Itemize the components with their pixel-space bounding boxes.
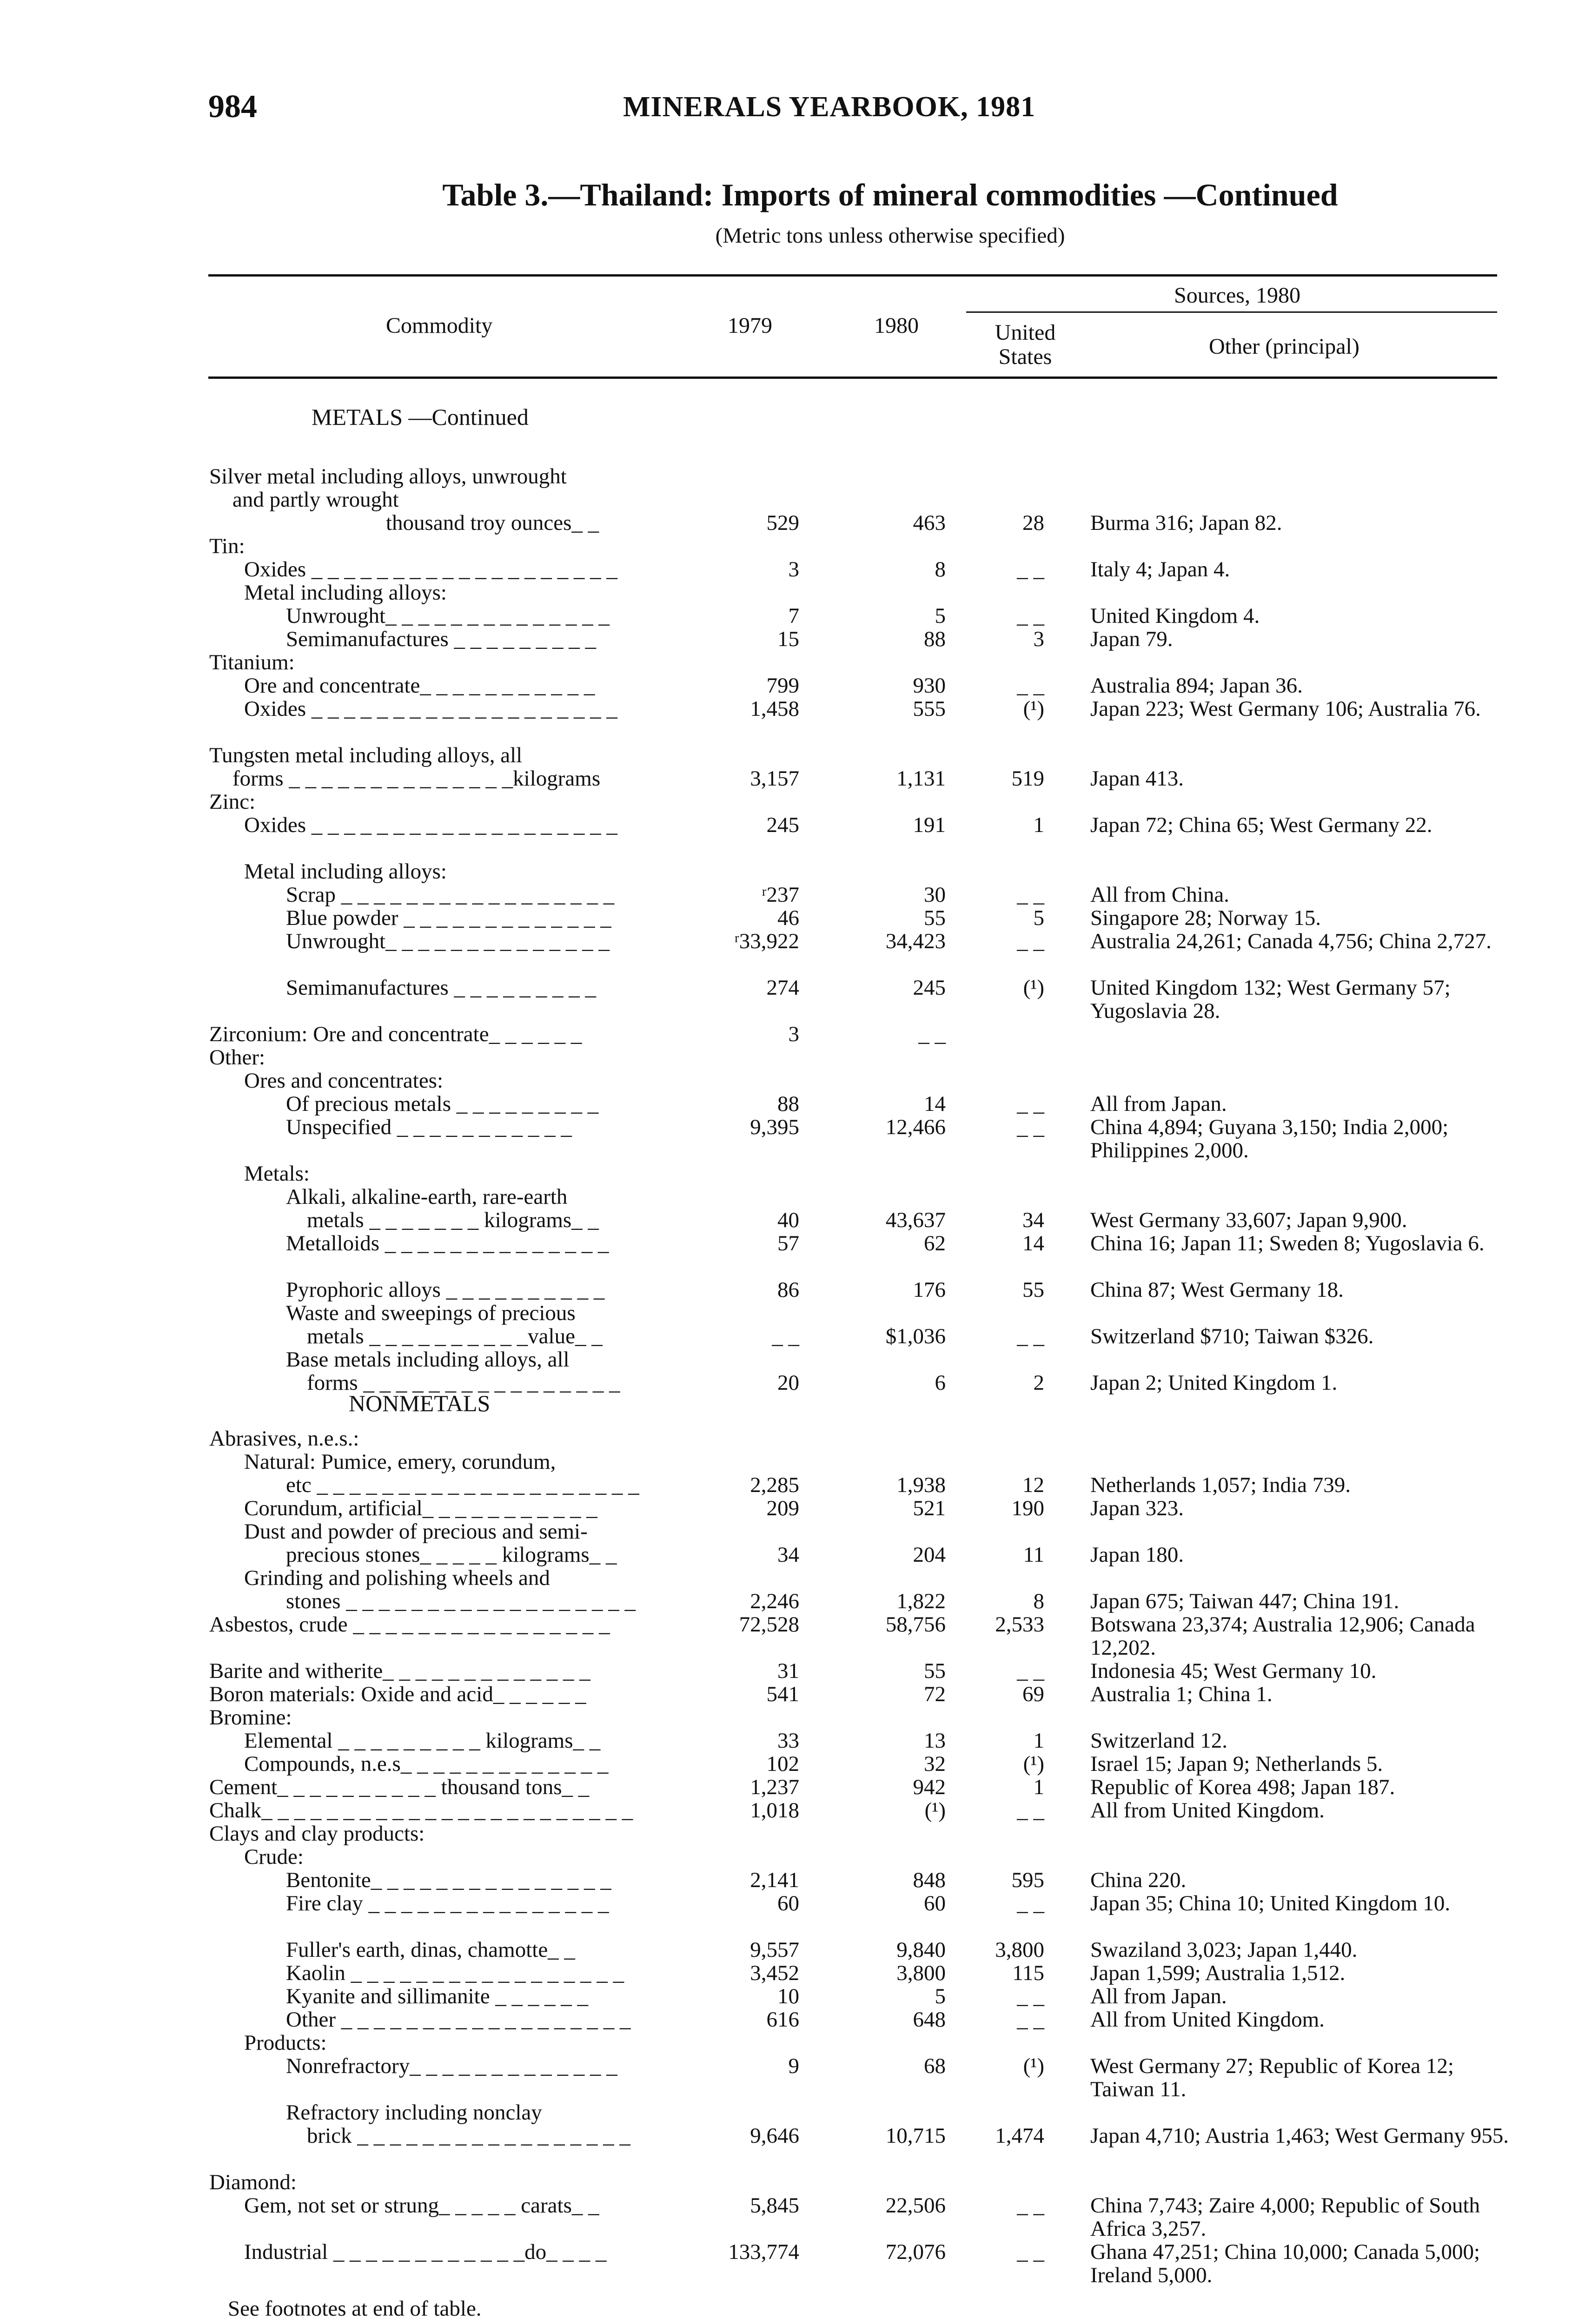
united-states-cell: _ _ [1017, 1984, 1044, 2008]
value-1980-cell: (¹) [924, 1798, 946, 1822]
value-1979-cell: 245 [766, 813, 799, 837]
section-nonmetals: NONMETALS [349, 1390, 491, 1416]
commodity-cell: Oxides _ _ _ _ _ _ _ _ _ _ _ _ _ _ _ _ _ _ _ [244, 557, 617, 581]
value-1979-cell: 34 [777, 1543, 799, 1567]
commodity-cell: metals _ _ _ _ _ _ _ kilograms_ _ [307, 1208, 599, 1232]
value-1980-cell: 55 [924, 906, 946, 930]
other-sources-cell: Japan 4,710; Austria 1,463; West Germany 955. [1090, 2124, 1509, 2148]
value-1979-cell: 10 [777, 1984, 799, 2008]
other-sources-cell: Switzerland 12. [1090, 1729, 1227, 1753]
united-states-cell: (¹) [1023, 976, 1044, 1000]
other-sources-cell: All from China. [1090, 883, 1229, 907]
other-sources-cell: United Kingdom 4. [1090, 604, 1260, 628]
commodity-cell: Boron materials: Oxide and acid_ _ _ _ _ _ [209, 1682, 586, 1706]
other-sources-cell: Australia 1; China 1. [1090, 1682, 1273, 1706]
commodity-cell: Ore and concentrate_ _ _ _ _ _ _ _ _ _ _ [244, 673, 595, 698]
commodity-cell: Industrial _ _ _ _ _ _ _ _ _ _ _ _do_ _ _ _ [244, 2240, 607, 2264]
value-1980-cell: 3,800 [896, 1961, 946, 1985]
value-1979-cell: 88 [777, 1092, 799, 1116]
header-1979: 1979 [728, 313, 772, 338]
commodity-cell: thousand troy ounces_ _ [386, 511, 599, 535]
value-1980-cell: 1,938 [896, 1473, 946, 1497]
value-1979-cell: 9,646 [750, 2124, 799, 2148]
value-1979-cell: 133,774 [728, 2240, 799, 2264]
value-1979-cell: ʳ237 [762, 883, 799, 907]
other-sources-cell: Japan 79. [1090, 627, 1173, 651]
other-sources-cell: All from Japan. [1090, 1092, 1227, 1116]
value-1980-cell: 22,506 [885, 2193, 946, 2218]
commodity-cell: Alkali, alkaline-earth, rare-earth [286, 1185, 568, 1209]
united-states-cell: 69 [1022, 1682, 1044, 1706]
commodity-cell: Titanium: [209, 650, 295, 674]
footnote-note: See footnotes at end of table. [228, 2297, 482, 2321]
commodity-cell: Waste and sweepings of precious [286, 1301, 576, 1325]
value-1979-cell: 9,557 [750, 1938, 799, 1962]
other-sources-cell: All from Japan. [1090, 1984, 1227, 2008]
commodity-cell: Metal including alloys: [244, 859, 447, 884]
value-1979-cell: 31 [777, 1659, 799, 1683]
united-states-cell: 1 [1033, 813, 1044, 837]
commodity-cell: Cement_ _ _ _ _ _ _ _ _ _ thousand tons_ _ [209, 1775, 590, 1799]
value-1980-cell: 60 [924, 1891, 946, 1915]
commodity-cell: Grinding and polishing wheels and [244, 1566, 550, 1590]
other-sources-cell: Japan 413. [1090, 766, 1184, 791]
commodity-cell: Bromine: [209, 1705, 292, 1730]
other-sources-cell: Ghana 47,251; China 10,000; Canada 5,000; Ireland 5,000. [1090, 2240, 1480, 2287]
value-1980-cell: 62 [924, 1231, 946, 1255]
united-states-cell: 1 [1033, 1775, 1044, 1799]
united-states-cell: 1 [1033, 1729, 1044, 1753]
value-1980-cell: 8 [935, 557, 946, 581]
value-1980-cell: 30 [924, 883, 946, 907]
value-1979-cell: 40 [777, 1208, 799, 1232]
value-1980-cell: $1,036 [885, 1324, 946, 1348]
commodity-cell: precious stones_ _ _ _ _ kilograms_ _ [286, 1543, 617, 1567]
commodity-cell: Diamond: [209, 2170, 297, 2194]
value-1979-cell: 3 [788, 1022, 799, 1046]
commodity-cell: Chalk_ _ _ _ _ _ _ _ _ _ _ _ _ _ _ _ _ _ _ _ _ _ _ [209, 1798, 633, 1822]
table-subtitle: (Metric tons unless otherwise specified) [715, 224, 1065, 248]
other-sources-cell: Japan 223; West Germany 106; Australia 76. [1090, 697, 1481, 721]
value-1980-cell: 930 [913, 673, 946, 698]
commodity-cell: Kyanite and sillimanite _ _ _ _ _ _ [286, 1984, 589, 2008]
commodity-cell: Tin: [209, 534, 245, 558]
value-1980-cell: 13 [924, 1729, 946, 1753]
value-1979-cell: 5,845 [750, 2193, 799, 2218]
commodity-cell: Corundum, artificial_ _ _ _ _ _ _ _ _ _ _ [244, 1496, 597, 1520]
united-states-cell: 2,533 [995, 1612, 1044, 1637]
top-rule [208, 274, 1497, 277]
value-1980-cell: 848 [913, 1868, 946, 1892]
other-sources-cell: Japan 72; China 65; West Germany 22. [1090, 813, 1432, 837]
united-states-cell: 595 [1011, 1868, 1044, 1892]
table-title: Table 3.—Thailand: Imports of mineral commodities —Continued [442, 177, 1338, 212]
value-1980-cell: 72,076 [885, 2240, 946, 2264]
value-1979-cell: 2,246 [750, 1589, 799, 1613]
commodity-cell: and partly wrought [232, 488, 399, 512]
united-states-cell: _ _ [1017, 2240, 1044, 2264]
value-1979-cell: 9 [788, 2054, 799, 2078]
page-number: 984 [208, 89, 257, 125]
united-states-cell: 2 [1033, 1371, 1044, 1395]
united-states-cell: _ _ [1017, 1115, 1044, 1139]
commodity-cell: Elemental _ _ _ _ _ _ _ _ _ kilograms_ _ [244, 1729, 601, 1753]
header-other-principal: Other (principal) [1209, 334, 1360, 359]
united-states-cell: 11 [1023, 1543, 1044, 1567]
value-1980-cell: 1,131 [896, 766, 946, 791]
value-1979-cell: 3 [788, 557, 799, 581]
other-sources-cell: Japan 675; Taiwan 447; China 191. [1090, 1589, 1399, 1613]
value-1979-cell: 3,452 [750, 1961, 799, 1985]
commodity-cell: Tungsten metal including alloys, all [209, 743, 523, 767]
value-1980-cell: 191 [913, 813, 946, 837]
other-sources-cell: China 7,743; Zaire 4,000; Republic of South Africa 3,257. [1090, 2193, 1480, 2241]
united-states-cell: _ _ [1017, 1891, 1044, 1915]
value-1980-cell: 1,822 [896, 1589, 946, 1613]
commodity-cell: Semimanufactures _ _ _ _ _ _ _ _ _ [286, 976, 597, 1000]
commodity-cell: Crude: [244, 1845, 304, 1869]
commodity-cell: forms _ _ _ _ _ _ _ _ _ _ _ _ _ _ _ _ [307, 1371, 620, 1395]
commodity-cell: Refractory including nonclay [286, 2100, 542, 2125]
commodity-cell: Bentonite_ _ _ _ _ _ _ _ _ _ _ _ _ _ _ [286, 1868, 611, 1892]
value-1979-cell: 72,528 [739, 1612, 799, 1637]
united-states-cell: 3 [1033, 627, 1044, 651]
value-1980-cell: 68 [924, 2054, 946, 2078]
value-1979-cell: 102 [766, 1752, 799, 1776]
commodity-cell: Oxides _ _ _ _ _ _ _ _ _ _ _ _ _ _ _ _ _ _ _ [244, 697, 617, 721]
commodity-cell: Scrap _ _ _ _ _ _ _ _ _ _ _ _ _ _ _ _ _ [286, 883, 615, 907]
value-1980-cell: 58,756 [885, 1612, 946, 1637]
value-1980-cell: 6 [935, 1371, 946, 1395]
value-1980-cell: 942 [913, 1775, 946, 1799]
commodity-cell: Zirconium: Ore and concentrate_ _ _ _ _ _ [209, 1022, 582, 1046]
header-commodity: Commodity [386, 313, 493, 338]
commodity-cell: Dust and powder of precious and semi- [244, 1519, 588, 1544]
value-1979-cell: 1,237 [750, 1775, 799, 1799]
value-1979-cell: 529 [766, 511, 799, 535]
united-states-cell: 55 [1022, 1278, 1044, 1302]
united-states-cell: _ _ [1017, 2007, 1044, 2032]
value-1980-cell: 176 [913, 1278, 946, 1302]
value-1980-cell: 245 [913, 976, 946, 1000]
other-sources-cell: Switzerland $710; Taiwan $326. [1090, 1324, 1374, 1348]
commodity-cell: Other _ _ _ _ _ _ _ _ _ _ _ _ _ _ _ _ _ _ [286, 2007, 631, 2032]
other-sources-cell: Japan 323. [1090, 1496, 1184, 1520]
value-1980-cell: 555 [913, 697, 946, 721]
value-1980-cell: 9,840 [896, 1938, 946, 1962]
united-states-cell: 14 [1022, 1231, 1044, 1255]
united-states-cell: (¹) [1023, 697, 1044, 721]
commodity-cell: Unwrought_ _ _ _ _ _ _ _ _ _ _ _ _ _ [286, 604, 610, 628]
value-1980-cell: 34,423 [885, 929, 946, 953]
commodity-cell: Fire clay _ _ _ _ _ _ _ _ _ _ _ _ _ _ _ [286, 1891, 609, 1915]
commodity-cell: Metalloids _ _ _ _ _ _ _ _ _ _ _ _ _ _ [286, 1231, 609, 1255]
united-states-cell: 1,474 [995, 2124, 1044, 2148]
united-states-cell: _ _ [1017, 1798, 1044, 1822]
other-sources-cell: Australia 894; Japan 36. [1090, 673, 1303, 698]
commodity-cell: Oxides _ _ _ _ _ _ _ _ _ _ _ _ _ _ _ _ _ _ _ [244, 813, 617, 837]
commodity-cell: Of precious metals _ _ _ _ _ _ _ _ _ [286, 1092, 599, 1116]
other-sources-cell: China 4,894; Guyana 3,150; India 2,000; Philippines 2,000. [1090, 1115, 1449, 1162]
value-1980-cell: 55 [924, 1659, 946, 1683]
other-sources-cell: Japan 35; China 10; United Kingdom 10. [1090, 1891, 1451, 1915]
value-1980-cell: 72 [924, 1682, 946, 1706]
commodity-cell: Fuller's earth, dinas, chamotte_ _ [286, 1938, 575, 1962]
commodity-cell: metals _ _ _ _ _ _ _ _ _ _value_ _ [307, 1324, 603, 1348]
value-1980-cell: 5 [935, 604, 946, 628]
commodity-cell: Other: [209, 1045, 265, 1070]
value-1979-cell: 57 [777, 1231, 799, 1255]
united-states-cell: 28 [1022, 511, 1044, 535]
value-1980-cell: 5 [935, 1984, 946, 2008]
united-states-cell: _ _ [1017, 1324, 1044, 1348]
commodity-cell: Natural: Pumice, emery, corundum, [244, 1450, 556, 1474]
sources-rule [966, 311, 1497, 313]
other-sources-cell: Netherlands 1,057; India 739. [1090, 1473, 1351, 1497]
commodity-cell: stones _ _ _ _ _ _ _ _ _ _ _ _ _ _ _ _ _ _ [286, 1589, 636, 1613]
value-1979-cell: 46 [777, 906, 799, 930]
united-states-cell: _ _ [1017, 1659, 1044, 1683]
value-1980-cell: 43,637 [885, 1208, 946, 1232]
other-sources-cell: Botswana 23,374; Australia 12,906; Canada 12,202. [1090, 1612, 1475, 1660]
commodity-cell: Pyrophoric alloys _ _ _ _ _ _ _ _ _ _ [286, 1278, 605, 1302]
value-1979-cell: 616 [766, 2007, 799, 2032]
other-sources-cell: China 220. [1090, 1868, 1187, 1892]
commodity-cell: Barite and witherite_ _ _ _ _ _ _ _ _ _ _ _ _ [209, 1659, 590, 1683]
other-sources-cell: Australia 24,261; Canada 4,756; China 2,727. [1090, 929, 1492, 953]
commodity-cell: Blue powder _ _ _ _ _ _ _ _ _ _ _ _ _ [286, 906, 611, 930]
value-1980-cell: 32 [924, 1752, 946, 1776]
united-states-cell: 3,800 [995, 1938, 1044, 1962]
other-sources-cell: Italy 4; Japan 4. [1090, 557, 1230, 581]
other-sources-cell: China 16; Japan 11; Sweden 8; Yugoslavia 6. [1090, 1231, 1485, 1255]
value-1979-cell: 60 [777, 1891, 799, 1915]
united-states-cell: (¹) [1023, 1752, 1044, 1776]
other-sources-cell: Japan 180. [1090, 1543, 1184, 1567]
value-1979-cell: 209 [766, 1496, 799, 1520]
value-1980-cell: _ _ [918, 1022, 946, 1046]
value-1980-cell: 12,466 [885, 1115, 946, 1139]
other-sources-cell: United Kingdom 132; West Germany 57; Yugoslavia 28. [1090, 976, 1451, 1023]
value-1979-cell: 274 [766, 976, 799, 1000]
value-1980-cell: 10,715 [885, 2124, 946, 2148]
value-1979-cell: _ _ [772, 1324, 799, 1348]
header-bottom-rule [208, 376, 1497, 379]
united-states-cell: 115 [1012, 1961, 1044, 1985]
value-1979-cell: 2,141 [750, 1868, 799, 1892]
commodity-cell: Kaolin _ _ _ _ _ _ _ _ _ _ _ _ _ _ _ _ _ [286, 1961, 624, 1985]
other-sources-cell: Republic of Korea 498; Japan 187. [1090, 1775, 1395, 1799]
united-states-cell: 5 [1033, 906, 1044, 930]
united-states-cell: _ _ [1017, 673, 1044, 698]
commodity-cell: Unspecified _ _ _ _ _ _ _ _ _ _ _ [286, 1115, 572, 1139]
commodity-cell: Ores and concentrates: [244, 1069, 444, 1093]
commodity-cell: Compounds, n.e.s_ _ _ _ _ _ _ _ _ _ _ _ _ [244, 1752, 609, 1776]
value-1980-cell: 88 [924, 627, 946, 651]
commodity-cell: Metals: [244, 1162, 310, 1186]
value-1979-cell: 799 [766, 673, 799, 698]
united-states-cell: (¹) [1023, 2054, 1044, 2078]
value-1979-cell: 15 [777, 627, 799, 651]
commodity-cell: Base metals including alloys, all [286, 1347, 570, 1372]
other-sources-cell: All from United Kingdom. [1090, 2007, 1325, 2032]
value-1979-cell: ʳ33,922 [734, 929, 799, 953]
value-1979-cell: 2,285 [750, 1473, 799, 1497]
value-1980-cell: 463 [913, 511, 946, 535]
value-1979-cell: 1,458 [750, 697, 799, 721]
united-states-cell: 12 [1022, 1473, 1044, 1497]
other-sources-cell: Japan 1,599; Australia 1,512. [1090, 1961, 1346, 1985]
running-head: MINERALS YEARBOOK, 1981 [623, 91, 1036, 123]
other-sources-cell: All from United Kingdom. [1090, 1798, 1325, 1822]
header-1980: 1980 [874, 313, 919, 338]
commodity-cell: Unwrought_ _ _ _ _ _ _ _ _ _ _ _ _ _ [286, 929, 610, 953]
commodity-cell: Products: [244, 2031, 327, 2055]
value-1979-cell: 20 [777, 1371, 799, 1395]
other-sources-cell: China 87; West Germany 18. [1090, 1278, 1344, 1302]
united-states-cell: 34 [1022, 1208, 1044, 1232]
commodity-cell: Nonrefractory_ _ _ _ _ _ _ _ _ _ _ _ _ [286, 2054, 617, 2078]
value-1980-cell: 521 [913, 1496, 946, 1520]
commodity-cell: Semimanufactures _ _ _ _ _ _ _ _ _ [286, 627, 597, 651]
other-sources-cell: Japan 2; United Kingdom 1. [1090, 1371, 1338, 1395]
commodity-cell: Abrasives, n.e.s.: [209, 1426, 359, 1451]
united-states-cell: _ _ [1017, 2193, 1044, 2218]
other-sources-cell: Israel 15; Japan 9; Netherlands 5. [1090, 1752, 1383, 1776]
other-sources-cell: Burma 316; Japan 82. [1090, 511, 1282, 535]
commodity-cell: Zinc: [209, 790, 256, 814]
other-sources-cell: Singapore 28; Norway 15. [1090, 906, 1321, 930]
value-1980-cell: 648 [913, 2007, 946, 2032]
united-states-cell: _ _ [1017, 604, 1044, 628]
other-sources-cell: Indonesia 45; West Germany 10. [1090, 1659, 1377, 1683]
commodity-cell: forms _ _ _ _ _ _ _ _ _ _ _ _ _ _kilograms [232, 766, 601, 791]
united-states-cell: 8 [1033, 1589, 1044, 1613]
header-united-states: United States [995, 320, 1056, 369]
commodity-cell: etc _ _ _ _ _ _ _ _ _ _ _ _ _ _ _ _ _ _ _ _ [286, 1473, 639, 1497]
other-sources-cell: West Germany 33,607; Japan 9,900. [1090, 1208, 1407, 1232]
commodity-cell: Asbestos, crude _ _ _ _ _ _ _ _ _ _ _ _ _ _ _ _ [209, 1612, 610, 1637]
value-1979-cell: 33 [777, 1729, 799, 1753]
header-sources: Sources, 1980 [1174, 283, 1300, 308]
united-states-cell: _ _ [1017, 557, 1044, 581]
value-1980-cell: 14 [924, 1092, 946, 1116]
united-states-cell: _ _ [1017, 883, 1044, 907]
other-sources-cell: Swaziland 3,023; Japan 1,440. [1090, 1938, 1358, 1962]
other-sources-cell: West Germany 27; Republic of Korea 12; Taiwan 11. [1090, 2054, 1454, 2101]
united-states-cell: 190 [1011, 1496, 1044, 1520]
value-1979-cell: 9,395 [750, 1115, 799, 1139]
commodity-cell: Clays and clay products: [209, 1822, 425, 1846]
section-metals: METALS —Continued [312, 404, 529, 430]
commodity-cell: Silver metal including alloys, unwrought [209, 464, 567, 489]
commodity-cell: Gem, not set or strung_ _ _ _ _ carats_ _ [244, 2193, 599, 2218]
value-1979-cell: 7 [788, 604, 799, 628]
united-states-cell: _ _ [1017, 1092, 1044, 1116]
value-1980-cell: 204 [913, 1543, 946, 1567]
commodity-cell: Metal including alloys: [244, 581, 447, 605]
value-1979-cell: 3,157 [750, 766, 799, 791]
united-states-cell: 519 [1011, 766, 1044, 791]
commodity-cell: brick _ _ _ _ _ _ _ _ _ _ _ _ _ _ _ _ _ [307, 2124, 630, 2148]
value-1979-cell: 86 [777, 1278, 799, 1302]
united-states-cell: _ _ [1017, 929, 1044, 953]
value-1979-cell: 541 [766, 1682, 799, 1706]
value-1979-cell: 1,018 [750, 1798, 799, 1822]
